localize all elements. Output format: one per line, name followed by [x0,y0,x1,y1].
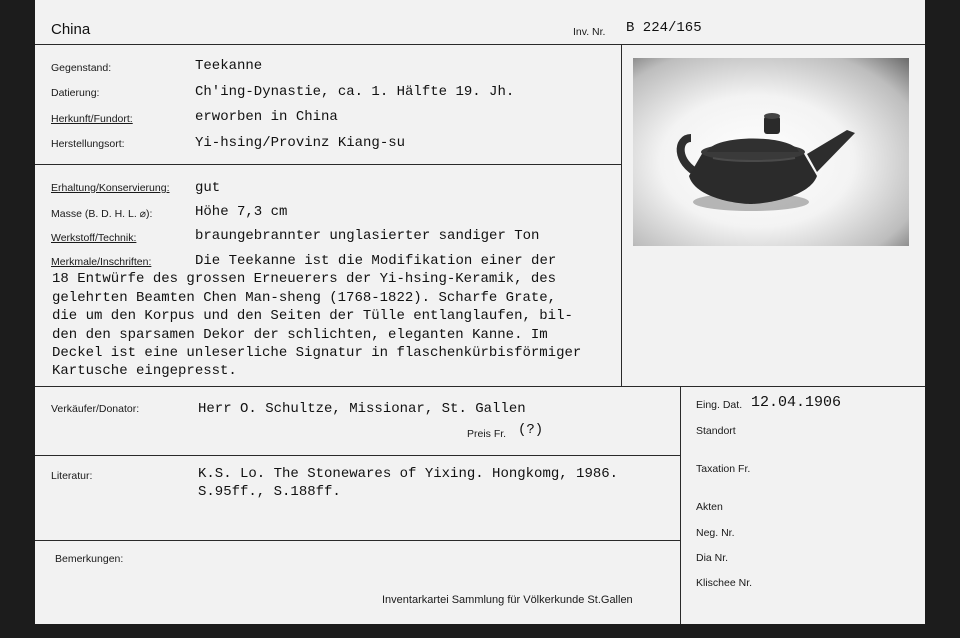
akten-label: Akten [696,501,723,513]
literatur-label: Literatur: [51,470,93,482]
merkmale-label: Merkmale/Inschriften: [51,256,152,268]
preis-value: (?) [518,422,544,438]
inv-number: B 224/165 [626,20,702,36]
inv-label: Inv. Nr. [573,26,606,38]
merkmale-line: 18 Entwürfe des grossen Erneuerers der Yi-hsing-Keramik, des [52,271,557,288]
rule-3 [35,455,680,456]
right-divider [680,386,681,624]
literatur-line: S.95ff., S.188ff. [198,484,341,500]
herkunft-value: erworben in China [195,109,338,125]
bemerkungen-label: Bemerkungen: [55,553,124,565]
rule-1 [35,164,621,165]
werkstoff-label: Werkstoff/Technik: [51,232,137,244]
merkmale-text [52,252,622,381]
preis-label: Preis Fr. [467,428,507,440]
rule-2 [35,386,925,387]
merkmale-line: den den sparsamen Dekor der schlichten, eleganten Kanne. Im [52,326,548,343]
datierung-value: Ch'ing-Dynastie, ca. 1. Hälfte 19. Jh. [195,84,515,100]
herstellungsort-value: Yi-hsing/Provinz Kiang-su [195,135,406,151]
teapot-photo [633,58,909,246]
gegenstand-value: Teekanne [195,58,263,74]
werkstoff-value: braungebrannter unglasierter sandiger Ton [195,228,540,244]
herkunft-label: Herkunft/Fundort: [51,113,133,125]
country: China [51,21,91,38]
dia-nr-label: Dia Nr. [696,552,729,564]
taxation-label: Taxation Fr. [696,463,751,475]
verkaeufer-label: Verkäufer/Donator: [51,403,140,415]
header-rule [35,44,925,45]
klischee-nr-label: Klischee Nr. [696,577,753,589]
rule-4 [35,540,680,541]
merkmale-line: Kartusche eingepresst. [52,363,237,380]
erhaltung-label: Erhaltung/Konservierung: [51,182,170,194]
teapot-image [633,58,909,246]
masse-label: Masse (B. D. H. L. ⌀): [51,208,153,220]
eing-dat-value: 12.04.1906 [751,394,842,411]
herstellungsort-label: Herstellungsort: [51,138,125,150]
standort-label: Standort [696,425,736,437]
eing-dat-label: Eing. Dat. [696,399,743,411]
merkmale-line: Deckel ist eine unleserliche Signatur in flaschenkürbisförmiger [52,344,582,361]
merkmale-line: gelehrten Beamten Chen Man-sheng (1768-1822). Scharfe Grate, [52,289,557,306]
merkmale-line: Die Teekanne ist die Modifikation einer der [195,253,557,269]
gegenstand-label: Gegenstand: [51,62,112,74]
merkmale-line: die um den Korpus und den Seiten der Tülle entlanglaufen, bil- [52,308,573,325]
masse-value: Höhe 7,3 cm [195,204,288,220]
literatur-line: K.S. Lo. The Stonewares of Yixing. Hongkomg, 1986. [198,466,619,482]
neg-nr-label: Neg. Nr. [696,527,735,539]
verkaeufer-value: Herr O. Schultze, Missionar, St. Gallen [198,401,526,417]
erhaltung-value: gut [195,180,221,196]
footer-text: Inventarkartei Sammlung für Völkerkunde St.Gallen [382,594,633,606]
datierung-label: Datierung: [51,87,100,99]
inventory-card [35,0,925,624]
